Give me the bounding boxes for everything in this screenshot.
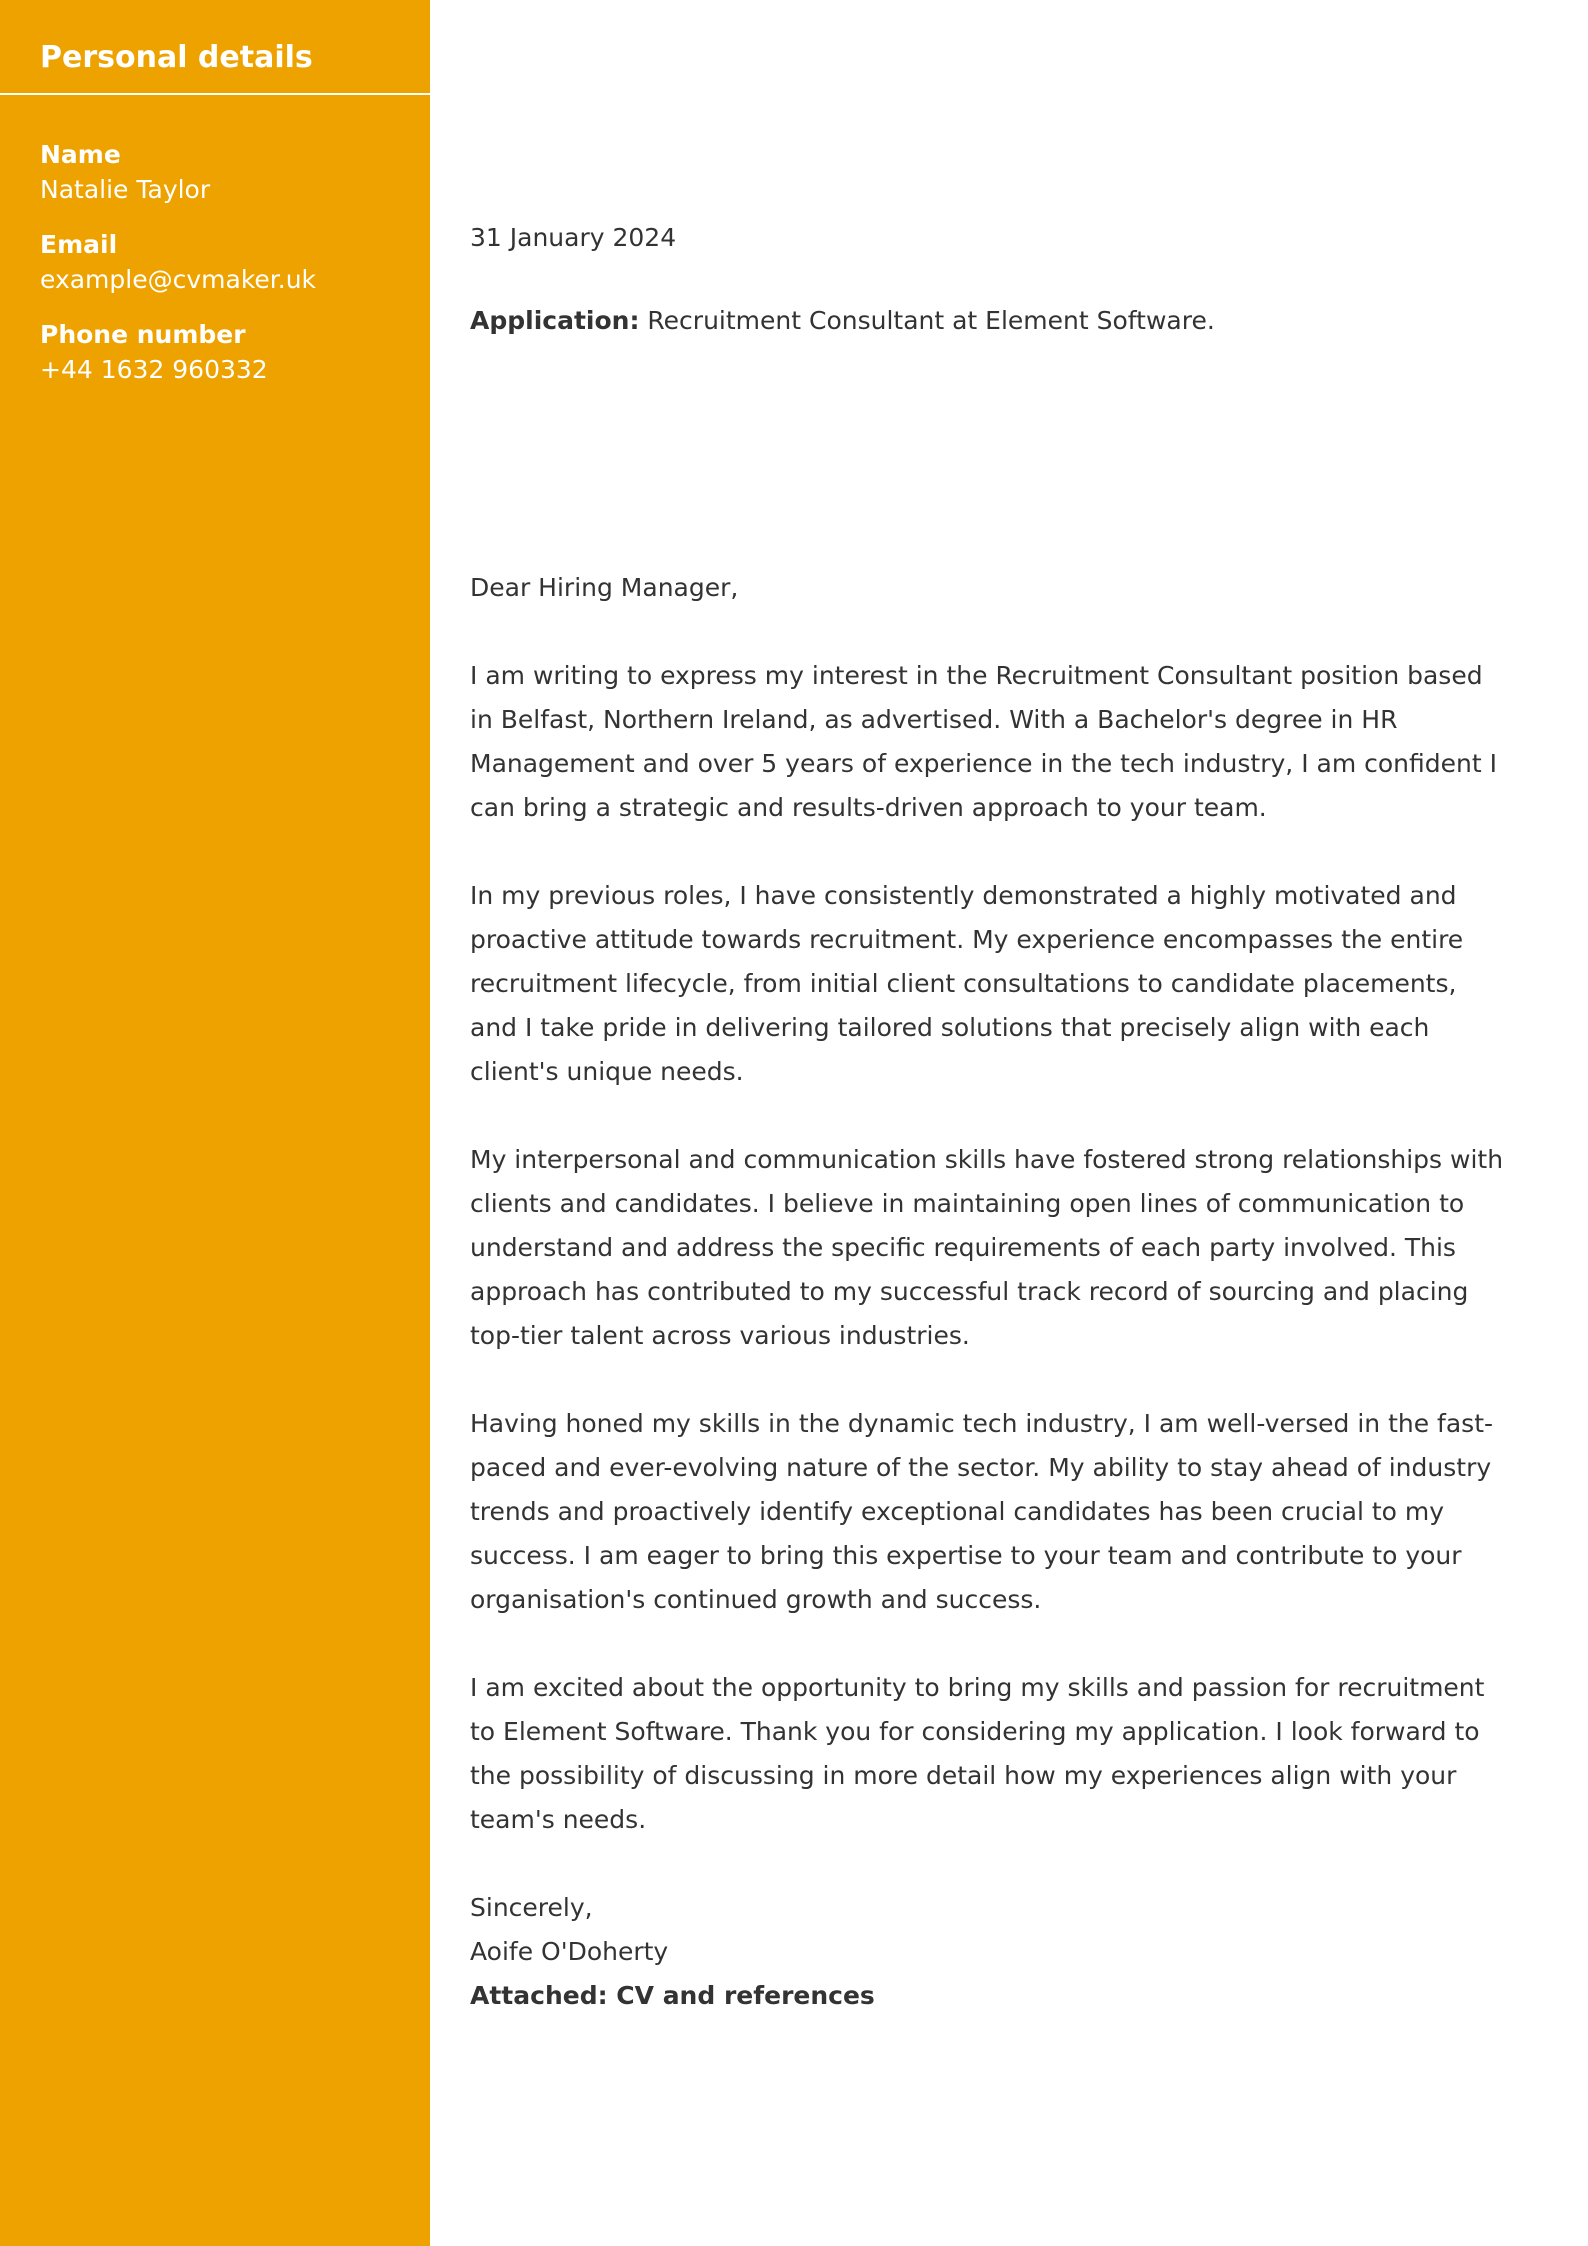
paragraph: I am excited about the opportunity to bring my skills and passion for recruitment to Element Software. Thank you for considering my application. I look forward to the possibility of discussing in more detail how my experiences align with your team's needs. [470, 1673, 1485, 1834]
detail-email [40, 228, 410, 318]
attachment-note: Attached: CV and references [470, 1981, 875, 2010]
salutation: Dear Hiring Manager, [470, 573, 739, 602]
personal-details-list [40, 138, 410, 408]
detail-name [40, 138, 410, 228]
detail-label: Name [40, 140, 121, 169]
paragraph: In my previous roles, I have consistently demonstrated a highly motivated and proactive attitude towards recruitment. My experience encompasses the entire recruitment lifecycle, from initial client consultations to candidate placements, and I take pride in delivering tailored solutions that precisely align with each client's unique needs. [470, 881, 1464, 1086]
application-line [470, 301, 1215, 341]
application-label: Application: [470, 306, 640, 335]
letter-content [470, 566, 1510, 2018]
letter-date: 31 January 2024 [470, 223, 677, 252]
signature-name: Aoife O'Doherty [470, 1937, 669, 1966]
paragraph: I am writing to express my interest in the Recruitment Consultant position based in Belfast, Northern Ireland, as advertised. With a Bachelor's degree in HR Management and over 5 years of experience in the tech industry, I am confident I can bring a strategic and results-driven approach to your team. [470, 661, 1497, 822]
paragraph: Having honed my skills in the dynamic tech industry, I am well-versed in the fast-paced and ever-evolving nature of the sector. My ability to stay ahead of industry trends and proactively identify exceptional candidates has been crucial to my success. I am eager to bring this expertise to your team and contribute to your organisation's continued growth and success. [470, 1409, 1494, 1614]
sidebar-divider [0, 93, 430, 95]
detail-label: Phone number [40, 320, 246, 349]
email-value: example@cvmaker.uk [40, 265, 317, 294]
closing: Sincerely, [470, 1893, 593, 1922]
detail-label: Email [40, 230, 118, 259]
sidebar-title: Personal details [40, 40, 313, 75]
detail-phone [40, 318, 410, 408]
sidebar [0, 0, 430, 2246]
paragraph: My interpersonal and communication skills have fostered strong relationships with clients and candidates. I believe in maintaining open lines of communication to understand and address the specific requirements of each party involved. This approach has contributed to my successful track record of sourcing and placing top-tier talent across various industries. [470, 1145, 1504, 1350]
name-value: Natalie Taylor [40, 175, 211, 204]
phone-value: +44 1632 960332 [40, 355, 268, 384]
application-value: Recruitment Consultant at Element Software. [639, 306, 1215, 335]
